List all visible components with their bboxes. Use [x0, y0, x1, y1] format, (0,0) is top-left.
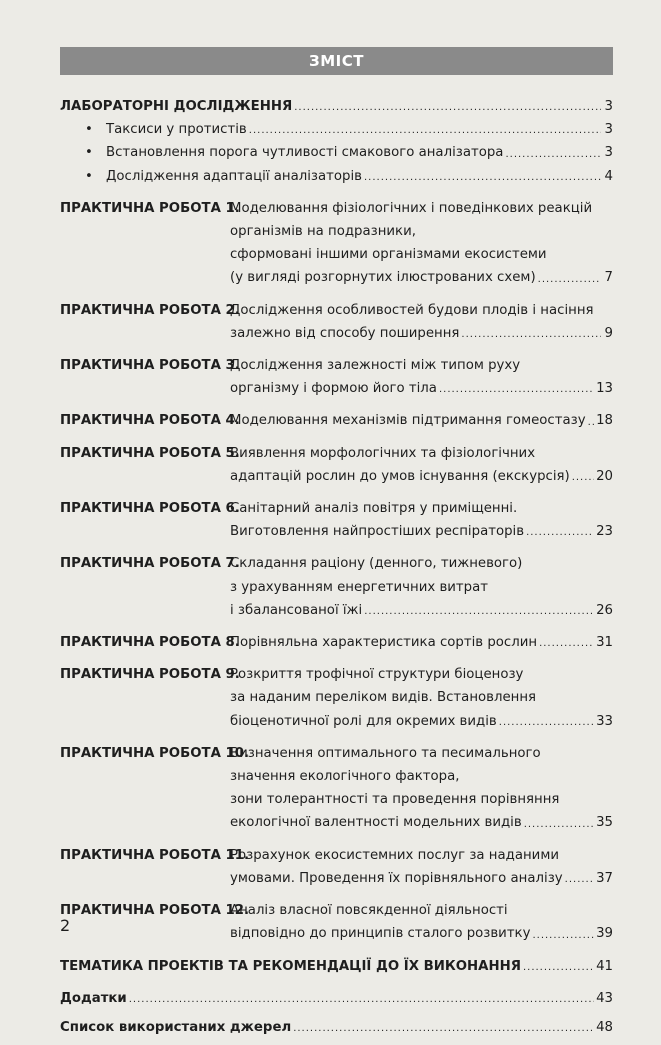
toc-work-title-line: Моделювання фізіологічних і поведінкових реакцій: [230, 200, 593, 216]
toc-work-title-line: екологічної валентності модельних видів: [230, 815, 522, 831]
toc-tail-title: ТЕМАТИКА ПРОЕКТІВ ТА РЕКОМЕНДАЦІЇ ДО ЇХ ВИКОНАННЯ: [60, 958, 521, 974]
toc-practical-work: [60, 742, 613, 835]
toc-row: [60, 197, 613, 290]
toc-page-number: 9: [604, 325, 613, 341]
dot-leader: [538, 266, 601, 289]
toc-page-number: 18: [596, 413, 613, 429]
toc-work-title-line: Дослідження залежності між типом руху: [230, 358, 521, 374]
toc-practical-work: [60, 552, 613, 622]
toc-work-title-line: біоценотичної ролі для окремих видів: [230, 713, 497, 729]
toc-work-title-line: значення екологічного фактора,: [230, 769, 460, 785]
toc-tail: [60, 955, 613, 1040]
toc-tail-title: Список використаних джерел: [60, 1019, 292, 1035]
toc-row: [60, 409, 613, 432]
toc-work-title-line: сформовані іншими організмами екосистеми: [230, 247, 547, 263]
toc-work-title-line: Дослідження особливостей будови плодів і насіння: [230, 302, 594, 318]
toc-work-label: ПРАКТИЧНА РОБОТА 12.: [60, 903, 250, 919]
toc-row: [60, 95, 613, 118]
toc-practical-work: [60, 354, 613, 400]
toc-practical-work: [60, 899, 613, 945]
toc-page-number: 4: [604, 168, 613, 184]
toc-tail-title: Додатки: [60, 990, 127, 1006]
toc-work-label: ПРАКТИЧНА РОБОТА 2.: [60, 302, 240, 318]
toc-work-title-line: Санітарний аналіз повітря у приміщенні.: [230, 501, 518, 517]
toc-practical-work: [60, 497, 613, 543]
toc-row: [60, 552, 613, 622]
toc-row: [60, 844, 613, 890]
toc-work-title-line: зони толерантності та проведення порівняння: [230, 792, 560, 808]
dot-leader: [524, 811, 594, 834]
toc-work-title-line: (у вигляді розгорнутих ілюстрованих схем): [230, 270, 536, 286]
toc-bullet-text: Встановлення порога чутливості смакового аналізатора: [106, 145, 504, 161]
toc-row: [60, 631, 613, 654]
toc-work-title-line: залежно від способу поширення: [230, 325, 460, 341]
toc-page-number: 35: [596, 815, 613, 831]
toc-work-title-line: з урахуванням енергетичних витрат: [230, 579, 489, 595]
toc-work-label: ПРАКТИЧНА РОБОТА 11.: [60, 847, 250, 863]
toc-work-title-line: відповідно до принципів сталого розвитку: [230, 926, 531, 942]
toc-page-number: 3: [604, 145, 613, 161]
toc-work-title-line: Розкриття трофічної структури біоценозу: [230, 667, 524, 683]
toc-work-title-line: організму і формою його тіла: [230, 381, 437, 397]
toc-page-number: 3: [604, 99, 613, 114]
toc-works: [60, 197, 613, 946]
toc-work-title-line: адаптацій рослин до умов існування (екскурсія): [230, 468, 570, 484]
dot-leader: [565, 867, 594, 890]
toc-practical-work: [60, 663, 613, 733]
toc-work-label: ПРАКТИЧНА РОБОТА 8.: [60, 635, 240, 651]
dot-leader: [293, 1016, 594, 1039]
toc-page-number: 43: [596, 990, 613, 1006]
table-of-contents: [60, 95, 613, 1045]
toc-bullet-text: Дослідження адаптації аналізаторів: [106, 168, 362, 184]
dot-leader: [364, 599, 594, 622]
dot-leader: [539, 631, 594, 654]
toc-tail-row: [60, 987, 613, 1010]
toc-row: [60, 497, 613, 543]
toc-page-number: 7: [604, 270, 613, 286]
toc-row: [60, 299, 613, 345]
toc-work-title-line: Розрахунок екосистемних послуг за наданими: [230, 847, 559, 863]
toc-page-number: 37: [596, 870, 613, 886]
toc-row: [60, 442, 613, 488]
toc-work-title-line: Виявлення морфологічних та фізіологічних: [230, 445, 536, 461]
toc-row: [60, 899, 613, 945]
dot-leader: [294, 95, 601, 118]
dot-leader: [526, 520, 594, 543]
toc-row: [60, 742, 613, 835]
dot-leader: [461, 322, 601, 345]
toc-bullet-row: [60, 118, 613, 141]
toc-practical-work: [60, 299, 613, 345]
toc-page-number: 39: [596, 926, 613, 942]
toc-work-title-line: організмів на подразники,: [230, 224, 416, 240]
toc-tail-row: [60, 1016, 613, 1039]
toc-work-title-line: Порівняльна характеристика сортів рослин: [230, 635, 538, 651]
dot-leader: [439, 377, 594, 400]
toc-work-title-line: за наданим переліком видів. Встановлення: [230, 690, 537, 706]
toc-bullet-row: [60, 165, 613, 188]
dot-leader: [532, 922, 594, 945]
toc-work-title-line: Аналіз власної повсякденної діяльності: [230, 903, 508, 919]
toc-work-label: ПРАКТИЧНА РОБОТА 6.: [60, 501, 240, 517]
bullet-icon: [60, 141, 106, 164]
toc-bullet-row: [60, 141, 613, 164]
toc-practical-work: [60, 442, 613, 488]
toc-practical-work: [60, 844, 613, 890]
toc-practical-work: [60, 409, 613, 432]
dot-leader: [588, 409, 595, 432]
toc-work-title-line: і збалансованої їжі: [230, 602, 363, 618]
toc-page-number: 48: [596, 1019, 613, 1035]
toc-row: [60, 663, 613, 733]
toc-page-number: 3: [604, 122, 613, 138]
dot-leader: [364, 165, 601, 188]
toc-work-label: ПРАКТИЧНА РОБОТА 3.: [60, 358, 240, 374]
toc-work-label: ПРАКТИЧНА РОБОТА 7.: [60, 556, 240, 572]
toc-work-label: ПРАКТИЧНА РОБОТА 10.: [60, 745, 250, 761]
toc-page-number: 26: [596, 602, 613, 618]
dot-leader: [249, 118, 601, 141]
page-number: 2: [60, 916, 71, 935]
toc-row: [60, 354, 613, 400]
dot-leader: [505, 141, 601, 164]
dot-leader: [499, 710, 594, 733]
toc-lab-section: [60, 95, 613, 188]
toc-work-title-line: умовами. Проведення їх порівняльного аналізу: [230, 870, 563, 886]
toc-page-number: 20: [596, 468, 613, 484]
toc-work-label: ПРАКТИЧНА РОБОТА 5.: [60, 445, 240, 461]
toc-practical-work: [60, 631, 613, 654]
toc-page-number: 23: [596, 524, 613, 540]
toc-work-title-line: Моделювання механізмів підтримання гомеостазу: [230, 413, 586, 429]
toc-work-label: ПРАКТИЧНА РОБОТА 1.: [60, 200, 240, 216]
toc-page-number: 41: [596, 958, 613, 974]
toc-work-title-line: Визначення оптимального та песимального: [230, 745, 541, 761]
toc-work-title-line: Складання раціону (денного, тижневого): [230, 556, 523, 572]
toc-lab-title: ЛАБОРАТОРНІ ДОСЛІДЖЕННЯ: [60, 99, 293, 114]
toc-page-number: 33: [596, 713, 613, 729]
dot-leader: [572, 465, 594, 488]
toc-bullet-text: Таксиси у протистів: [106, 122, 247, 138]
toc-practical-work: [60, 197, 613, 290]
toc-page-number: 31: [596, 635, 613, 651]
toc-work-label: ПРАКТИЧНА РОБОТА 9.: [60, 667, 240, 683]
toc-header: ЗМІСТ: [60, 47, 613, 75]
toc-tail-row: [60, 955, 613, 978]
toc-work-label: ПРАКТИЧНА РОБОТА 4.: [60, 413, 240, 429]
dot-leader: [523, 955, 594, 978]
toc-page-number: 13: [596, 381, 613, 397]
dot-leader: [129, 987, 594, 1010]
bullet-icon: [60, 165, 106, 188]
toc-work-title-line: Виготовлення найпростіших респіраторів: [230, 524, 525, 540]
bullet-icon: [60, 118, 106, 141]
